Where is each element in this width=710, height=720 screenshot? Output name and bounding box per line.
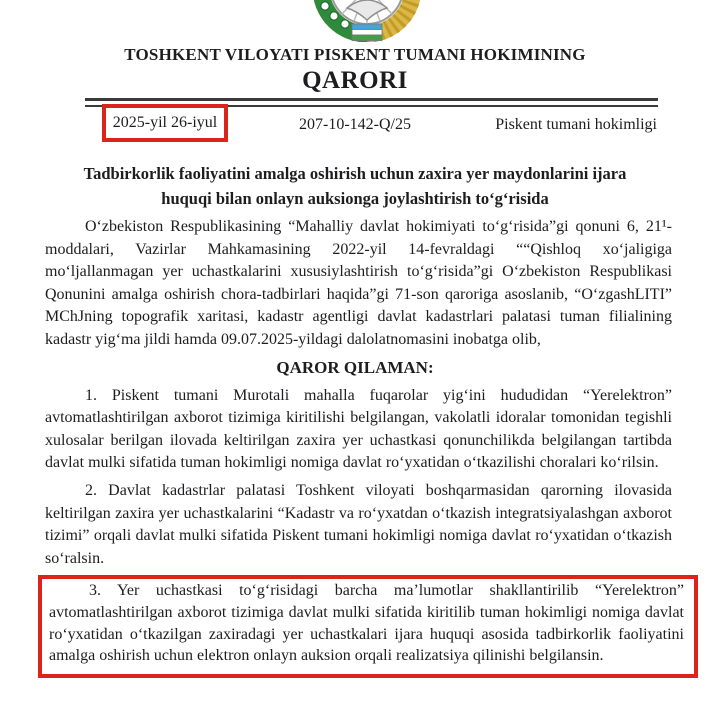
- document-date: 2025-yil 26-iyul: [112, 114, 218, 131]
- document-meta-row: [0, 108, 710, 148]
- uzbekistan-state-emblem-icon: [307, 0, 427, 42]
- emblem-container: [0, 0, 710, 42]
- decree-item-3: 3. Yer uchastkasi to‘g‘risidagi barcha ma’lumotlar shakllantirilib “Yerelektron” avtomatlashtirilgan axborot tizimiga davlat mulki sifatida kiritilib tuman hokimligi nomiga davlat ro‘yxatidan o‘tkazilgan zaxiradagi yer uchastkalari ijara huquqi asosida tadbirkorlik faoliyatini amalga oshirish uchun elektron onlayn auksion orqali realizatsiya qilinishi belgilansin.: [49, 582, 684, 665]
- issuing-authority-title: TOSHKENT VILOYATI PISKENT TUMANI HOKIMINING: [124, 45, 586, 64]
- document-type-title: QARORI: [302, 67, 408, 94]
- preamble-paragraph: O‘zbekiston Respublikasining “Mahalliy davlat hokimiyati to‘g‘risida”gi qonuni 6, 21¹-moddalari, Vazirlar Mahkamasining 2022-yil 14-fevraldagi ““Qishloq xo‘jaligiga mo‘ljallanmagan yer uchastkalarini xususiylashtirish to‘g‘risida”gi O‘zbekiston Respublikasi Qonunini amalga oshirish chora-tadbirlari haqida”gi 71-son qaroriga asoslanib, “O‘zgashLITI” MChJning topografik xaritasi, kadastr agentligi davlat kadastrlari palatasi tuman filialining kadastr yig‘ma jildi hamda 09.07.2025-yildagi dalolatnomasini inobatga olib,: [45, 218, 672, 348]
- decree-subject-title: Tadbirkorlik faoliyatini amalga oshirish uchun zaxira yer maydonlarini ijara huquqi bilan onlayn auksionga joylashtirish to‘g‘risida: [83, 164, 627, 208]
- document-number: 207-10-142-Q/25: [299, 116, 411, 133]
- decree-item-1: 1. Piskent tumani Murotali mahalla fuqarolar yig‘ini hududidan “Yerelektron” avtomatlashtirilgan axborot tizimiga kiritilishi belgilangan, vakolatli idoralar tomonidan tegishli xulosalar berilgan ilovada keltirilgan zaxira yer uchastkasi qonunchilikda belgilangan tartibda davlat mulki sifatida tuman hokimligi nomiga davlat ro‘yxatidan o‘tkazilishi choralari ko‘rilsin.: [45, 386, 672, 472]
- resolution-heading: QAROR QILAMAN:: [276, 357, 434, 377]
- item-3-highlight-annotation: [38, 575, 698, 677]
- decree-item-2: 2. Davlat kadastrlar palatasi Toshkent viloyati boshqarmasidan qarorning ilovasida keltirilgan zaxira yer uchastkalarini “Kadastr va ro‘yxatdan o‘tkazish integratsiyalashgan axborot tizimi” orqali davlat mulki sifatida Piskent tumani hokimligi nomiga davlat ro‘yxatidan o‘tkazish so‘ralsin.: [45, 481, 672, 567]
- document-issuer: Piskent tumani hokimligi: [495, 116, 657, 133]
